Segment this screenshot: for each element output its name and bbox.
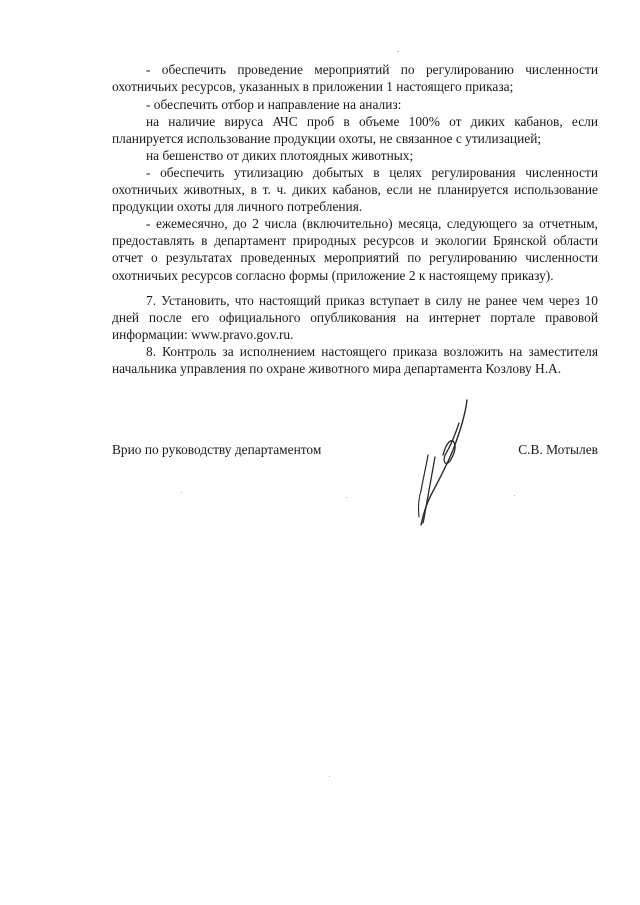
- signatory-position: Врио по руководству департаментом: [112, 442, 322, 457]
- scan-speck: [397, 51, 399, 52]
- paragraph-hunting-resources-regulation: - обеспечить проведение мероприятий по регулированию численности охотничьих ресурсов, указанных в приложении 1 настоящего приказа;: [112, 62, 598, 95]
- scan-speck: [181, 492, 182, 493]
- paragraph-rabies-predators: на бешенство от диких плотоядных животных;: [146, 148, 414, 163]
- paragraph-asf-virus-samples: на наличие вируса АЧС проб в объеме 100% от диких кабанов, если планируется использование продукции охоты, не связанное с утилизацией;: [112, 114, 598, 147]
- paragraph-utilization: - обеспечить утилизацию добытых в целях регулирования численности охотничьих животных, в т. ч. диких кабанов, если не планируется использование продукции охоты для личного потребления.: [112, 165, 598, 215]
- scan-speck: [329, 776, 330, 777]
- paragraph-item-8-control: 8. Контроль за исполнением настоящего приказа возложить на заместителя начальника управления по охране животного мира департамента Козлову Н.А.: [112, 344, 598, 377]
- handwritten-signature: [395, 395, 485, 530]
- scan-speck: [514, 495, 515, 496]
- paragraph-monthly-report: - ежемесячно, до 2 числа (включительно) месяца, следующего за отчетным, предоставлять в департамент природных ресурсов и экологии Брянской области отчет о результатах проведенных мероприятий по регулированию численности охотничьих ресурсов согласно формы (приложение 2 к настоящему приказу).: [112, 216, 598, 283]
- paragraph-item-7-effective-date: 7. Установить, что настоящий приказ вступает в силу не ранее чем через 10 дней после его официального опубликования на интернет портале правовой информации: www.pravo.gov.ru.: [112, 293, 598, 343]
- signatory-name: С.В. Мотылев: [518, 442, 598, 457]
- paragraph-sampling-analysis: - обеспечить отбор и направление на анализ:: [146, 97, 402, 112]
- scan-speck: [346, 497, 347, 498]
